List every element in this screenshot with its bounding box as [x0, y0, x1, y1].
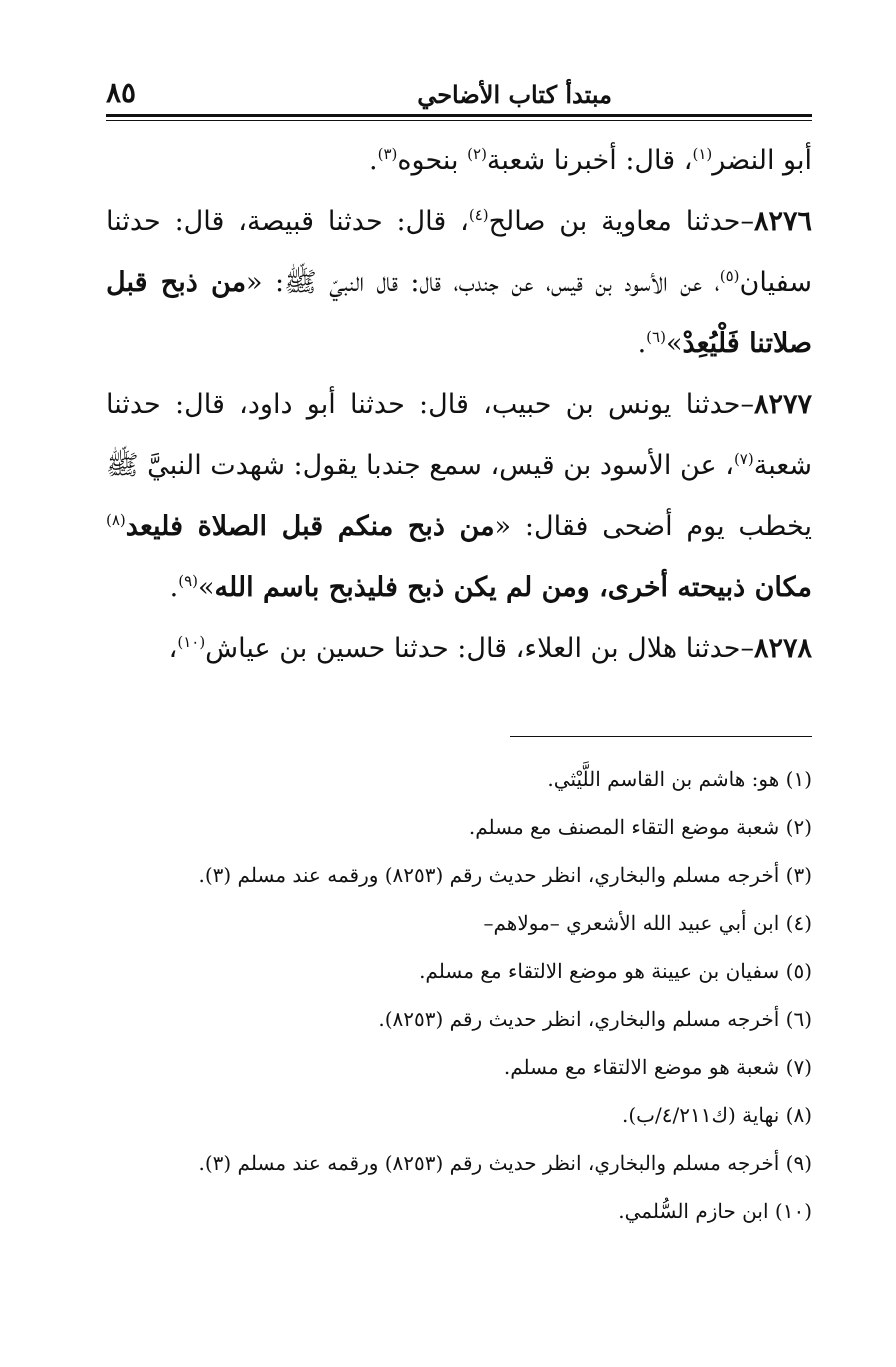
main-text	[106, 130, 812, 679]
text-run: –حدثنا معاوية بن صالح	[488, 206, 754, 237]
text-run: ، قال: أخبرنا شعبة	[486, 145, 693, 176]
hadith-number: ٨٢٧٦	[753, 206, 812, 237]
page-number: ٨٥	[106, 76, 137, 109]
prophetic-quote: من ذبح منكم قبل الصلاة فليعد	[125, 511, 495, 542]
footnote-6: (٦) أخرجه مسلم والبخاري، انظر حديث رقم (٨٢٥٣).	[378, 1007, 812, 1031]
footnote-3: (٣) أخرجه مسلم والبخاري، انظر حديث رقم (٨٢٥٣) ورقمه عند مسلم (٣).	[198, 863, 812, 887]
prophetic-quote: من ذبح قبل صلاتنا فَلْيُعِدْ	[106, 267, 812, 359]
text-run: »	[197, 572, 215, 603]
footnote-2: (٢) شعبة موضع التقاء المصنف مع مسلم.	[468, 815, 812, 839]
text-run: أبو النضر	[712, 145, 812, 176]
header-rule-thick	[106, 114, 812, 117]
hadith-number: ٨٢٧٨	[753, 633, 812, 664]
footnotes	[106, 755, 812, 1235]
hadith-8276	[106, 191, 812, 374]
footnote-ref: (٨)	[106, 511, 126, 529]
text-run: .	[169, 572, 179, 603]
footnote-ref: (٤)	[468, 206, 489, 224]
footnote-4: (٤) ابن أبي عبيد الله الأشعري –مولاهم–	[483, 911, 812, 935]
text-run: .	[368, 145, 378, 176]
footnote-8: (٨) نهاية (ك٤/٢١١/ب).	[622, 1103, 812, 1127]
footnote-ref: (٢)	[467, 145, 487, 163]
footnote-10: (١٠) ابن حازم السُّلمي.	[618, 1199, 812, 1223]
prophetic-quote: مكان ذبيحته أخرى، ومن لم يكن ذبح فليذبح باسم الله	[214, 572, 812, 603]
hadith-number: ٨٢٧٧	[753, 389, 812, 420]
footnote-7: (٧) شعبة هو موضع الالتقاء مع مسلم.	[503, 1055, 812, 1079]
paragraph-continuation	[106, 130, 812, 191]
text-run: »	[665, 328, 683, 359]
text-run: ، عن الأسود بن قيس، عن جندب، قال: قال النبيّ ﷺ: «	[246, 267, 720, 298]
hadith-8278	[106, 618, 812, 679]
text-run: بنحوه	[397, 145, 468, 176]
hadith-8277	[106, 374, 812, 618]
footnote-ref: (٩)	[178, 572, 198, 590]
text-run: –حدثنا هلال بن العلاء، قال: حدثنا حسين بن عياش	[205, 633, 754, 664]
footnote-ref: (٦)	[646, 328, 666, 346]
footnote-1: (١) هو: هاشم بن القاسم اللَّيْثي.	[547, 767, 812, 791]
footnote-ref: (٣)	[377, 145, 398, 163]
running-title: مبتدأ كتاب الأضاحي	[417, 80, 612, 109]
footnote-separator	[510, 736, 812, 737]
footnote-ref: (١٠)	[177, 633, 206, 651]
text-run: –حدثنا يونس بن حبيب، قال: حدثنا أبو داود، قال: حدثنا شعبة	[106, 389, 812, 481]
header-rule-thin	[106, 120, 812, 121]
footnote-ref: (٧)	[733, 450, 754, 468]
page-header	[106, 74, 812, 114]
footnote-ref: (١)	[692, 145, 713, 163]
footnote-5: (٥) سفيان بن عيينة هو موضع الالتقاء مع مسلم.	[419, 959, 812, 983]
text-run: ،	[168, 633, 178, 664]
footnote-9: (٩) أخرجه مسلم والبخاري، انظر حديث رقم (٨٢٥٣) ورقمه عند مسلم (٣).	[198, 1151, 812, 1175]
text-run: .	[637, 328, 647, 359]
text-run: ، قال: حدثنا قبيصة، قال: حدثنا سفيان	[106, 206, 813, 298]
text-run: ، عن الأسود بن قيس، سمع جندبا يقول: شهدت النبيَّ ﷺ يخطب يوم أضحى فقال: «	[105, 450, 813, 542]
footnote-ref: (٥)	[719, 267, 740, 285]
